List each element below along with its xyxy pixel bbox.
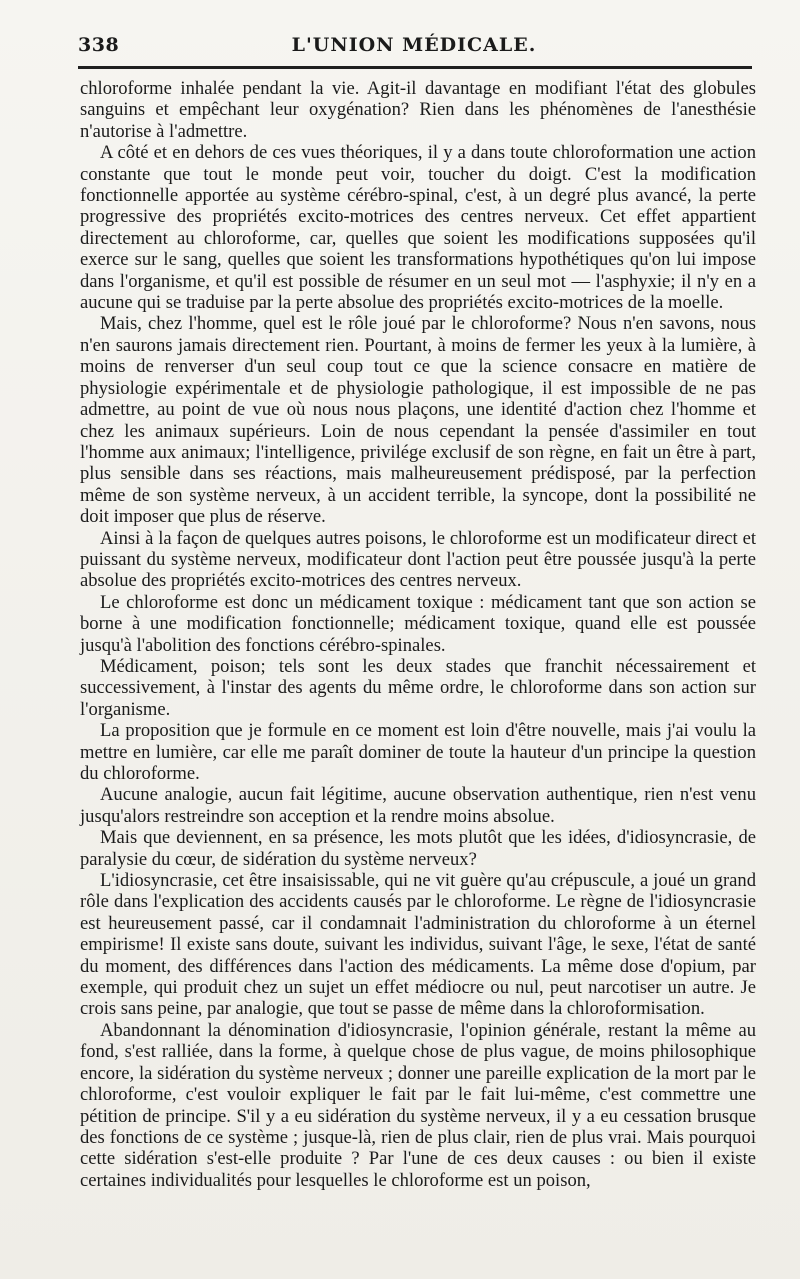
running-title: L'UNION MÉDICALE. <box>291 34 537 56</box>
paragraph: L'idiosyncrasie, cet être insaisissable, qui ne vit guère qu'au crépuscule, a joué un grand rôle dans l'explication des accidents causés par le chloroforme. Le règne de l'idiosyncrasie est heureusement passé, car il condamnait l'administration du chloroforme à un éternel empirisme! Il existe sans doute, suivant les individus, suivant l'âge, le sexe, l'état de santé du moment, des différences dans l'action des médicaments. La même dose d'opium, par exemple, qui produit chez un sujet un effet médiocre ou nul, peut narcotiser un autre. Je crois sans peine, par analogie, que tout se passe de même dans la chloroformisation. <box>80 870 756 1020</box>
paragraph: A côté et en dehors de ces vues théoriques, il y a dans toute chloroformation une action constante que tout le monde peut voir, toucher du doigt. C'est la modification fonctionnelle apportée au système cérébro-spinal, c'est, à un degré plus avancé, la perte progressive des propriétés excito-motrices des centres nerveux. Cet effet appartient directement au chloroforme, car, quelles que soient les modifications supposées qu'il exerce sur le sang, quelles que soient les transformations hypothétiques qu'on lui impose dans l'organisme, et qu'il est possible de résumer en un seul mot — l'asphyxie; il n'y en a aucune qui se traduise par la perte absolue des propriétés excito-motrices de la moelle. <box>80 142 756 314</box>
page-number: 338 <box>78 34 120 56</box>
paragraph: Le chloroforme est donc un médicament toxique : médicament tant que son action se borne à une modification fonctionnelle; médicament toxique, quand elle est poussée jusqu'à l'abolition des fonctions cérébro-spinales. <box>80 591 756 656</box>
paragraph: Mais que deviennent, en sa présence, les mots plutôt que les idées, d'idiosyncrasie, de paralysie du cœur, de sidération du système nerveux? <box>80 827 756 870</box>
paragraph: Médicament, poison; tels sont les deux stades que franchit nécessairement et successivement, à l'instar des agents du même ordre, le chloroforme dans son action sur l'organisme. <box>80 655 756 720</box>
paragraph: La proposition que je formule en ce moment est loin d'être nouvelle, mais j'ai voulu la mettre en lumière, car elle me paraît dominer de toute la hauteur d'un principe la question du chloroforme. <box>80 720 756 784</box>
paragraph: Mais, chez l'homme, quel est le rôle joué par le chloroforme? Nous n'en savons, nous n'en saurons jamais directement rien. Pourtant, à moins de fermer les yeux à la lumière, à moins de renverser d'un seul coup tout ce que la science consacre en matière de physiologie expérimentale et de physiologie pathologique, il est impossible de ne pas admettre, au point de vue où nous nous plaçons, une identité d'action chez l'homme et chez les animaux supérieurs. Loin de nous cependant la pensée d'assimiler en tout l'homme aux animaux; l'intelligence, privilége exclusif de son règne, en fait un être à part, plus sensible dans ses réactions, mais malheureusement prédisposé, par la perfection même de son système nerveux, à un accident terrible, la syncope, dont la possibilité ne doit imposer que plus de réserve. <box>80 313 756 528</box>
article-body <box>80 78 756 1191</box>
paragraph: Ainsi à la façon de quelques autres poisons, le chloroforme est un modificateur direct et puissant du système nerveux, modificateur dont l'action peut être poussée jusqu'à la perte absolue des propriétés excito-motrices des centres nerveux. <box>80 527 756 592</box>
header-rule <box>78 66 752 69</box>
page-header <box>78 30 750 60</box>
paragraph: chloroforme inhalée pendant la vie. Agit-il davantage en modifiant l'état des globules sanguins et empêchant leur oxygénation? Rien dans les phénomènes de l'anesthésie n'autorise à l'admettre. <box>80 78 756 142</box>
paragraph: Abandonnant la dénomination d'idiosyncrasie, l'opinion générale, restant la même au fond, s'est ralliée, dans la forme, à quelque chose de plus vague, de moins philosophique encore, la sidération du système nerveux ; donner une pareille explication de la mort par le chloroforme, c'est vouloir expliquer le fait par le fait lui-même, c'est commettre une pétition de principe. S'il y a eu sidération du système nerveux, il y a eu cessation brusque des fonctions de ce système ; jusque-là, rien de plus clair, rien de plus vrai. Mais pourquoi cette sidération s'est-elle produite ? Par l'une de ces deux causes : ou bien il existe certaines individualités pour lesquelles le chloroforme est un poison, <box>80 1019 756 1191</box>
paragraph: Aucune analogie, aucun fait légitime, aucune observation authentique, rien n'est venu jusqu'alors restreindre son acception et la rendre moins absolue. <box>80 784 756 827</box>
